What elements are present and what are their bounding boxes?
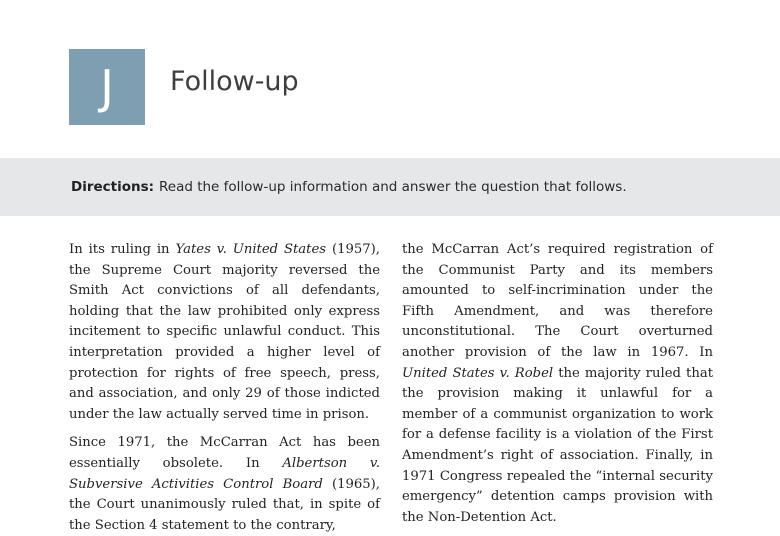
paragraph-2-text-c: the majority ruled that the provision making it unlawful for a member of a communist organization to work for a defense facility is a violation of the First Amendment’s right of association. Finally, in 1971 Congress repealed the “internal security emergency” detention camps provision with the Non-Detention Act. (402, 365, 713, 525)
right-column (402, 240, 713, 528)
case-name-robel: United States v. Robel (402, 365, 554, 381)
paragraph-2-continued (402, 240, 713, 528)
paragraph-2-text-b-cont: the McCarran Act’s required registration of the Communist Party and its members amounted to self-incrimination under the Fifth Amendment, and was therefore unconstitutional. The Court overturned another provision of the law in 1967. In (402, 242, 713, 360)
paragraph-1 (69, 240, 380, 425)
paragraph-1-text-b: (1957), the Supreme Court majority reversed the Smith Act convictions of all defendants, holding that the law prohibited only express incitement to specific unlawful conduct. This interpretation provided a higher level of protection for rights of free speech, press, and association, and only 29 of those indicted under the law actually served time in prison. (69, 242, 380, 422)
paragraph-2-start (69, 433, 380, 536)
directions-band (0, 158, 780, 216)
paragraph-2-text-a: Since 1971, the McCarran Act has been essentially obsolete. In (69, 435, 380, 471)
directions-text: Read the follow-up information and answer the question that follows. (159, 179, 627, 195)
paragraph-1-text-a: In its ruling in (69, 242, 176, 257)
case-name-yates: Yates v. United States (175, 242, 327, 257)
section-title: Follow-up (170, 66, 299, 97)
section-letter: J (100, 60, 114, 114)
directions-label: Directions: (71, 179, 155, 195)
left-column (69, 240, 380, 536)
paragraph-2-text-b: (1965), the Court unanimously ruled that, in spite of the Section 4 statement to the contrary, (69, 476, 380, 533)
section-letter-badge (69, 49, 145, 125)
case-name-albertson: Albertson v. Subversive Activities Control Board (69, 455, 381, 492)
